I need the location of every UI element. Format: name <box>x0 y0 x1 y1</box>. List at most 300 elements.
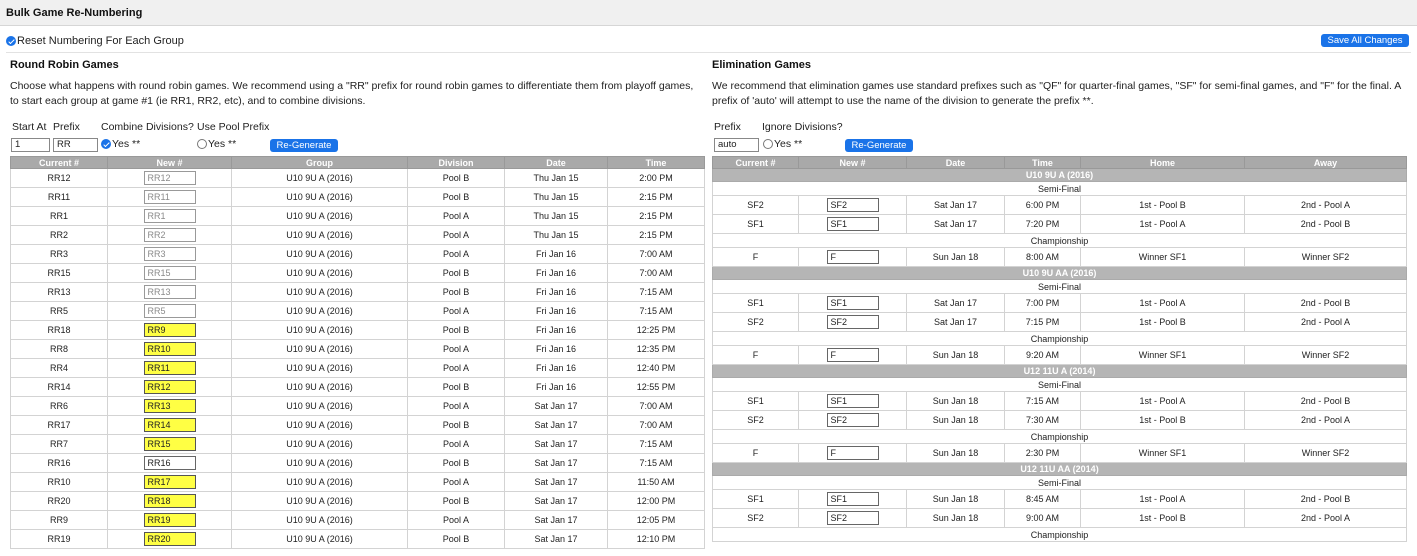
current-number-cell: RR17 <box>11 416 108 435</box>
home-cell: 1st - Pool A <box>1081 392 1245 411</box>
table-row <box>11 321 705 340</box>
home-cell: 1st - Pool B <box>1081 509 1245 528</box>
current-number-cell: RR12 <box>11 169 108 188</box>
current-number-cell: RR14 <box>11 378 108 397</box>
date-cell: Sat Jan 17 <box>907 215 1005 234</box>
time-cell: 2:15 PM <box>608 188 705 207</box>
group-cell: U10 9U A (2016) <box>232 435 408 454</box>
table-row <box>713 444 1407 463</box>
table-row <box>11 492 705 511</box>
time-cell: 7:15 AM <box>608 435 705 454</box>
elimination-regenerate-button[interactable]: Re-Generate <box>845 139 913 152</box>
time-cell: 8:45 AM <box>1005 490 1081 509</box>
group-cell: U10 9U A (2016) <box>232 511 408 530</box>
start-at-label: Start At <box>12 121 47 133</box>
new-number-input[interactable]: SF2 <box>827 198 879 212</box>
time-cell: 2:00 PM <box>608 169 705 188</box>
group-cell: U10 9U A (2016) <box>232 359 408 378</box>
elimination-table <box>712 156 1407 542</box>
date-cell: Fri Jan 16 <box>505 321 608 340</box>
time-cell: 12:10 PM <box>608 530 705 549</box>
column-header: Date <box>907 157 1005 169</box>
ignore-divisions-label: Ignore Divisions? <box>762 121 843 133</box>
table-row <box>11 188 705 207</box>
time-cell: 7:15 AM <box>608 454 705 473</box>
home-cell: 1st - Pool B <box>1081 313 1245 332</box>
date-cell: Sat Jan 17 <box>505 511 608 530</box>
current-number-cell: RR3 <box>11 245 108 264</box>
division-cell: Pool B <box>408 188 505 207</box>
date-cell: Thu Jan 15 <box>505 226 608 245</box>
elimination-prefix-input[interactable]: auto <box>714 138 759 152</box>
table-row <box>713 411 1407 430</box>
date-cell: Sun Jan 18 <box>907 392 1005 411</box>
column-header: Home <box>1081 157 1245 169</box>
round-header-label: Championship <box>713 528 1407 542</box>
column-header: Time <box>1005 157 1081 169</box>
new-number-cell <box>108 397 232 416</box>
new-number-cell <box>799 196 907 215</box>
round-robin-regenerate-button[interactable]: Re-Generate <box>270 139 338 152</box>
combine-divisions-option[interactable] <box>101 138 140 150</box>
column-header: Group <box>232 157 408 169</box>
date-cell: Fri Jan 16 <box>505 264 608 283</box>
group-header-row <box>713 267 1407 280</box>
date-cell: Fri Jan 16 <box>505 378 608 397</box>
page-header <box>0 0 1417 26</box>
division-cell: Pool B <box>408 169 505 188</box>
use-pool-prefix-label: Use Pool Prefix <box>197 121 270 133</box>
table-row <box>11 340 705 359</box>
date-cell: Sat Jan 17 <box>505 435 608 454</box>
table-row <box>713 248 1407 267</box>
date-cell: Sun Jan 18 <box>907 444 1005 463</box>
group-cell: U10 9U A (2016) <box>232 264 408 283</box>
column-header: Date <box>505 157 608 169</box>
new-number-input[interactable]: RR20 <box>144 532 196 546</box>
round-robin-table <box>10 156 705 549</box>
new-number-cell <box>108 416 232 435</box>
away-cell: 2nd - Pool B <box>1245 392 1407 411</box>
division-cell: Pool B <box>408 416 505 435</box>
new-number-input[interactable]: RR15 <box>144 437 196 451</box>
new-number-input[interactable]: RR17 <box>144 475 196 489</box>
current-number-cell: RR1 <box>11 207 108 226</box>
current-number-cell: SF1 <box>713 392 799 411</box>
new-number-cell <box>799 509 907 528</box>
round-header-row <box>713 280 1407 294</box>
round-header-row <box>713 476 1407 490</box>
group-cell: U10 9U A (2016) <box>232 245 408 264</box>
date-cell: Sun Jan 18 <box>907 509 1005 528</box>
current-number-cell: RR8 <box>11 340 108 359</box>
current-number-cell: RR20 <box>11 492 108 511</box>
home-cell: 1st - Pool A <box>1081 294 1245 313</box>
group-header-row <box>713 365 1407 378</box>
group-cell: U10 9U A (2016) <box>232 492 408 511</box>
group-cell: U10 9U A (2016) <box>232 473 408 492</box>
division-cell: Pool A <box>408 207 505 226</box>
new-number-input[interactable]: F <box>827 250 879 264</box>
new-number-input[interactable]: RR15 <box>144 266 196 280</box>
time-cell: 12:25 PM <box>608 321 705 340</box>
table-row <box>11 511 705 530</box>
new-number-cell <box>108 511 232 530</box>
reset-numbering-checkbox[interactable] <box>6 36 16 46</box>
new-number-cell <box>799 411 907 430</box>
group-cell: U10 9U A (2016) <box>232 378 408 397</box>
new-number-input[interactable]: RR12 <box>144 380 196 394</box>
elimination-description <box>712 79 1412 109</box>
ignore-divisions-option[interactable] <box>763 138 802 150</box>
table-row <box>11 207 705 226</box>
current-number-cell: RR2 <box>11 226 108 245</box>
away-cell: 2nd - Pool A <box>1245 313 1407 332</box>
round-robin-description-line1: Choose what happens with round robin games. We recommend using a "RR" prefix for round robin games to differentiate them from playoff games, <box>10 80 694 92</box>
current-number-cell: RR7 <box>11 435 108 454</box>
current-number-cell: RR5 <box>11 302 108 321</box>
date-cell: Fri Jan 16 <box>505 340 608 359</box>
new-number-input[interactable]: RR13 <box>144 399 196 413</box>
group-header-row <box>713 463 1407 476</box>
current-number-cell: F <box>713 346 799 365</box>
time-cell: 7:00 AM <box>608 416 705 435</box>
new-number-input[interactable]: RR5 <box>144 304 196 318</box>
new-number-cell <box>108 226 232 245</box>
group-cell: U10 9U A (2016) <box>232 416 408 435</box>
date-cell: Fri Jan 16 <box>505 302 608 321</box>
time-cell: 2:15 PM <box>608 207 705 226</box>
current-number-cell: SF2 <box>713 196 799 215</box>
table-row <box>11 169 705 188</box>
date-cell: Sat Jan 17 <box>505 454 608 473</box>
new-number-cell <box>799 248 907 267</box>
group-cell: U10 9U A (2016) <box>232 454 408 473</box>
current-number-cell: RR11 <box>11 188 108 207</box>
ignore-divisions-option-label: Yes ** <box>774 138 803 150</box>
date-cell: Thu Jan 15 <box>505 188 608 207</box>
table-row <box>11 302 705 321</box>
division-cell: Pool B <box>408 264 505 283</box>
new-number-input[interactable]: SF2 <box>827 315 879 329</box>
time-cell: 12:05 PM <box>608 511 705 530</box>
new-number-cell <box>799 313 907 332</box>
time-cell: 12:40 PM <box>608 359 705 378</box>
home-cell: Winner SF1 <box>1081 444 1245 463</box>
round-header-row <box>713 378 1407 392</box>
new-number-input[interactable]: RR19 <box>144 513 196 527</box>
current-number-cell: SF2 <box>713 313 799 332</box>
division-cell: Pool A <box>408 511 505 530</box>
group-header-label: U12 11U A (2014) <box>713 365 1407 378</box>
away-cell: 2nd - Pool A <box>1245 509 1407 528</box>
round-header-label: Championship <box>713 430 1407 444</box>
date-cell: Thu Jan 15 <box>505 169 608 188</box>
new-number-input[interactable]: RR11 <box>144 190 196 204</box>
current-number-cell: SF1 <box>713 294 799 313</box>
group-cell: U10 9U A (2016) <box>232 226 408 245</box>
home-cell: 1st - Pool A <box>1081 490 1245 509</box>
new-number-input[interactable]: RR18 <box>144 494 196 508</box>
group-cell: U10 9U A (2016) <box>232 321 408 340</box>
current-number-cell: SF2 <box>713 411 799 430</box>
table-row <box>11 473 705 492</box>
home-cell: Winner SF1 <box>1081 346 1245 365</box>
prefix-label: Prefix <box>53 121 80 133</box>
new-number-input[interactable]: SF1 <box>827 492 879 506</box>
elimination-description-line2: prefix of 'auto' will attempt to use the name of the division to generate the prefix **. <box>712 95 1094 107</box>
new-number-cell <box>799 346 907 365</box>
start-at-input[interactable]: 1 <box>11 138 50 152</box>
new-number-input[interactable]: RR2 <box>144 228 196 242</box>
group-cell: U10 9U A (2016) <box>232 207 408 226</box>
time-cell: 7:00 AM <box>608 264 705 283</box>
new-number-cell <box>108 435 232 454</box>
group-cell: U10 9U A (2016) <box>232 169 408 188</box>
date-cell: Sat Jan 17 <box>505 473 608 492</box>
group-cell: U10 9U A (2016) <box>232 340 408 359</box>
new-number-cell <box>799 392 907 411</box>
elimination-description-line1: We recommend that elimination games use standard prefixes such as "QF" for quarter-final games, "SF" for semi-final games, and "F" for the final. A <box>712 80 1402 92</box>
table-row <box>713 509 1407 528</box>
date-cell: Fri Jan 16 <box>505 245 608 264</box>
new-number-cell <box>108 378 232 397</box>
time-cell: 7:15 AM <box>1005 392 1081 411</box>
home-cell: 1st - Pool A <box>1081 215 1245 234</box>
new-number-input[interactable]: RR16 <box>144 456 196 470</box>
division-cell: Pool A <box>408 435 505 454</box>
page-title: Bulk Game Re-Numbering <box>6 7 143 19</box>
time-cell: 2:30 PM <box>1005 444 1081 463</box>
table-row <box>11 435 705 454</box>
table-row <box>11 283 705 302</box>
date-cell: Sun Jan 18 <box>907 411 1005 430</box>
table-row <box>11 397 705 416</box>
date-cell: Sat Jan 17 <box>505 397 608 416</box>
round-header-label: Semi-Final <box>713 378 1407 392</box>
save-all-changes-button[interactable]: Save All Changes <box>1321 34 1409 47</box>
away-cell: Winner SF2 <box>1245 444 1407 463</box>
new-number-cell <box>108 169 232 188</box>
time-cell: 7:15 PM <box>1005 313 1081 332</box>
table-row <box>713 392 1407 411</box>
date-cell: Sat Jan 17 <box>505 492 608 511</box>
time-cell: 12:00 PM <box>608 492 705 511</box>
divider <box>6 52 1411 53</box>
round-header-label: Semi-Final <box>713 476 1407 490</box>
time-cell: 7:15 AM <box>608 302 705 321</box>
new-number-cell <box>108 473 232 492</box>
time-cell: 6:00 PM <box>1005 196 1081 215</box>
new-number-input[interactable]: RR9 <box>144 323 196 337</box>
home-cell: 1st - Pool B <box>1081 411 1245 430</box>
new-number-input[interactable]: RR14 <box>144 418 196 432</box>
round-header-label: Semi-Final <box>713 182 1407 196</box>
date-cell: Sat Jan 17 <box>907 196 1005 215</box>
division-cell: Pool B <box>408 454 505 473</box>
away-cell: 2nd - Pool B <box>1245 490 1407 509</box>
table-row <box>713 490 1407 509</box>
time-cell: 12:55 PM <box>608 378 705 397</box>
current-number-cell: RR19 <box>11 530 108 549</box>
time-cell: 7:00 AM <box>608 397 705 416</box>
round-robin-title: Round Robin Games <box>10 59 119 71</box>
table-row <box>11 245 705 264</box>
division-cell: Pool A <box>408 340 505 359</box>
time-cell: 7:20 PM <box>1005 215 1081 234</box>
current-number-cell: SF1 <box>713 490 799 509</box>
new-number-input[interactable]: F <box>827 446 879 460</box>
new-number-cell <box>799 215 907 234</box>
time-cell: 7:30 AM <box>1005 411 1081 430</box>
new-number-input[interactable]: SF1 <box>827 296 879 310</box>
new-number-input[interactable]: SF2 <box>827 413 879 427</box>
table-row <box>713 196 1407 215</box>
column-header: Time <box>608 157 705 169</box>
division-cell: Pool B <box>408 530 505 549</box>
time-cell: 11:50 AM <box>608 473 705 492</box>
table-header-row <box>713 157 1407 169</box>
group-header-label: U12 11U AA (2014) <box>713 463 1407 476</box>
group-header-row <box>713 169 1407 182</box>
use-pool-prefix-option[interactable] <box>197 138 236 150</box>
current-number-cell: RR6 <box>11 397 108 416</box>
new-number-input[interactable]: SF1 <box>827 217 879 231</box>
new-number-cell <box>108 207 232 226</box>
new-number-cell <box>108 321 232 340</box>
table-row <box>11 264 705 283</box>
new-number-input[interactable]: RR10 <box>144 342 196 356</box>
current-number-cell: F <box>713 444 799 463</box>
current-number-cell: RR18 <box>11 321 108 340</box>
new-number-input[interactable]: RR12 <box>144 171 196 185</box>
table-row <box>713 313 1407 332</box>
combine-divisions-label: Combine Divisions? <box>101 121 194 133</box>
combine-divisions-checkbox[interactable] <box>101 139 111 149</box>
date-cell: Sat Jan 17 <box>907 313 1005 332</box>
table-row <box>11 530 705 549</box>
table-row <box>11 378 705 397</box>
prefix-input[interactable]: RR <box>53 138 98 152</box>
date-cell: Sun Jan 18 <box>907 490 1005 509</box>
use-pool-prefix-option-label: Yes ** <box>208 138 237 150</box>
date-cell: Sat Jan 17 <box>907 294 1005 313</box>
time-cell: 7:00 AM <box>608 245 705 264</box>
away-cell: Winner SF2 <box>1245 248 1407 267</box>
current-number-cell: F <box>713 248 799 267</box>
away-cell: 2nd - Pool B <box>1245 215 1407 234</box>
round-robin-description-line2: to start each group at game #1 (ie RR1, RR2, etc), and to combine divisions. <box>10 95 366 107</box>
current-number-cell: RR13 <box>11 283 108 302</box>
date-cell: Fri Jan 16 <box>505 359 608 378</box>
away-cell: 2nd - Pool B <box>1245 294 1407 313</box>
column-header: Current # <box>713 157 799 169</box>
column-header: Current # <box>11 157 108 169</box>
new-number-input[interactable]: RR3 <box>144 247 196 261</box>
current-number-cell: RR4 <box>11 359 108 378</box>
division-cell: Pool B <box>408 321 505 340</box>
time-cell: 8:00 AM <box>1005 248 1081 267</box>
division-cell: Pool A <box>408 473 505 492</box>
new-number-input[interactable]: RR13 <box>144 285 196 299</box>
table-header-row <box>11 157 705 169</box>
new-number-cell <box>108 359 232 378</box>
new-number-input[interactable]: SF1 <box>827 394 879 408</box>
division-cell: Pool A <box>408 359 505 378</box>
new-number-input[interactable]: RR1 <box>144 209 196 223</box>
new-number-cell <box>108 302 232 321</box>
table-row <box>11 454 705 473</box>
new-number-cell <box>799 490 907 509</box>
date-cell: Sat Jan 17 <box>505 530 608 549</box>
time-cell: 2:15 PM <box>608 226 705 245</box>
combine-divisions-option-label: Yes ** <box>112 138 141 150</box>
round-header-label: Championship <box>713 332 1407 346</box>
division-cell: Pool A <box>408 245 505 264</box>
round-header-row <box>713 430 1407 444</box>
use-pool-prefix-radio[interactable] <box>197 139 207 149</box>
reset-numbering-label: Reset Numbering For Each Group <box>17 35 184 47</box>
new-number-cell <box>108 245 232 264</box>
division-cell: Pool B <box>408 283 505 302</box>
reset-numbering-option[interactable] <box>6 35 184 47</box>
away-cell: 2nd - Pool A <box>1245 411 1407 430</box>
home-cell: 1st - Pool B <box>1081 196 1245 215</box>
current-number-cell: RR15 <box>11 264 108 283</box>
new-number-input[interactable]: RR11 <box>144 361 196 375</box>
ignore-divisions-radio[interactable] <box>763 139 773 149</box>
round-header-row <box>713 332 1407 346</box>
time-cell: 12:35 PM <box>608 340 705 359</box>
date-cell: Sun Jan 18 <box>907 248 1005 267</box>
new-number-cell <box>108 188 232 207</box>
division-cell: Pool B <box>408 378 505 397</box>
away-cell: Winner SF2 <box>1245 346 1407 365</box>
table-row <box>713 215 1407 234</box>
column-header: Division <box>408 157 505 169</box>
column-header: Away <box>1245 157 1407 169</box>
time-cell: 9:20 AM <box>1005 346 1081 365</box>
new-number-cell <box>799 444 907 463</box>
table-row <box>11 416 705 435</box>
away-cell: 2nd - Pool A <box>1245 196 1407 215</box>
round-header-row <box>713 528 1407 542</box>
home-cell: Winner SF1 <box>1081 248 1245 267</box>
division-cell: Pool B <box>408 492 505 511</box>
new-number-input[interactable]: F <box>827 348 879 362</box>
new-number-cell <box>799 294 907 313</box>
table-row <box>713 294 1407 313</box>
date-cell: Fri Jan 16 <box>505 283 608 302</box>
division-cell: Pool A <box>408 397 505 416</box>
round-header-label: Championship <box>713 234 1407 248</box>
date-cell: Thu Jan 15 <box>505 207 608 226</box>
round-header-row <box>713 234 1407 248</box>
table-row <box>713 346 1407 365</box>
group-header-label: U10 9U A (2016) <box>713 169 1407 182</box>
time-cell: 7:00 PM <box>1005 294 1081 313</box>
new-number-input[interactable]: SF2 <box>827 511 879 525</box>
new-number-cell <box>108 454 232 473</box>
new-number-cell <box>108 530 232 549</box>
column-header: New # <box>799 157 907 169</box>
elimination-prefix-label: Prefix <box>714 121 741 133</box>
date-cell: Sat Jan 17 <box>505 416 608 435</box>
column-header: New # <box>108 157 232 169</box>
current-number-cell: RR9 <box>11 511 108 530</box>
group-cell: U10 9U A (2016) <box>232 283 408 302</box>
round-header-row <box>713 182 1407 196</box>
